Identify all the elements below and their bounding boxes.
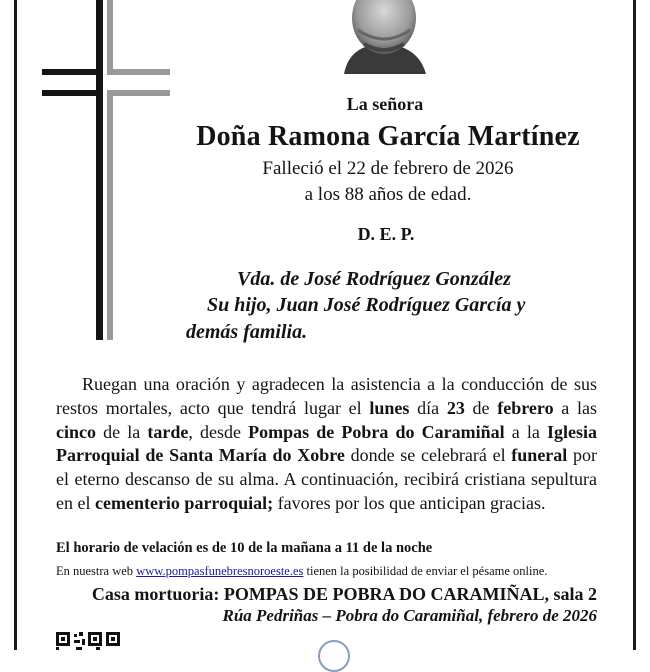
ceremony-origin: Pompas de Pobra do Caramiñal — [248, 421, 505, 442]
deceased-name: Doña Ramona García Martínez — [196, 121, 580, 152]
death-date: Falleció el 22 de febrero de 2026 — [262, 158, 514, 179]
deceased-intro: La señora — [346, 94, 424, 114]
ceremony-cemetery: cementerio parroquial; — [94, 492, 274, 513]
ceremony-paragraph: Ruegan una oración y agradecen la asistencia a la conducción de sus restos mortales, acto que tendrá lugar el lunes día 23 de febrero a las cinco de la tarde, desde Pompas de Pobra do Caramiñal a la Iglesia Parroquial de Santa María do Xobre donde se celebrará el funeral por el eterno descanso de su alma. A continuación, recibirá cristiana sepultura en el cementerio parroquial; favores por los que anticipan gracias. — [56, 374, 598, 513]
family-son-line: Su hijo, Juan José Rodríguez García y — [207, 294, 526, 316]
portrait-photo — [334, 0, 432, 74]
age-at-death: a los 88 años de edad. — [304, 184, 472, 205]
mortuary-address: Casa mortuoria: POMPAS DE POBRA DO CARAMIÑAL, sala 2 — [91, 584, 597, 604]
ceremony-day-number: 23 — [446, 397, 465, 418]
website-link[interactable]: www.pompasfunebresnoroeste.es — [136, 564, 304, 578]
family-widow-line: Vda. de José Rodríguez González — [237, 268, 511, 290]
ceremony-part-of-day: tarde — [147, 421, 189, 442]
ceremony-funeral: funeral — [511, 445, 568, 466]
funeral-home-logo-icon — [318, 640, 350, 672]
ceremony-month: febrero — [497, 397, 554, 418]
condolence-web-note: En nuestra web www.pompasfunebresnoroeste.es tienen la posibilidad de enviar el pésame online. — [56, 564, 548, 578]
street-and-date: Rúa Pedriñas – Pobra do Caramiñal, febrero de 2026 — [222, 606, 597, 625]
wake-hours: El horario de velación es de 10 de la mañana a 11 de la noche — [56, 540, 433, 556]
rip-text: D. E. P. — [357, 224, 415, 244]
qr-code-icon[interactable] — [56, 632, 122, 650]
ceremony-hour: cinco — [56, 421, 96, 442]
family-rest-line: demás familia. — [186, 321, 308, 343]
ceremony-day-name: lunes — [369, 397, 410, 418]
ceremony-church: Iglesia Parroquial de Santa María do Xobre — [56, 421, 598, 466]
